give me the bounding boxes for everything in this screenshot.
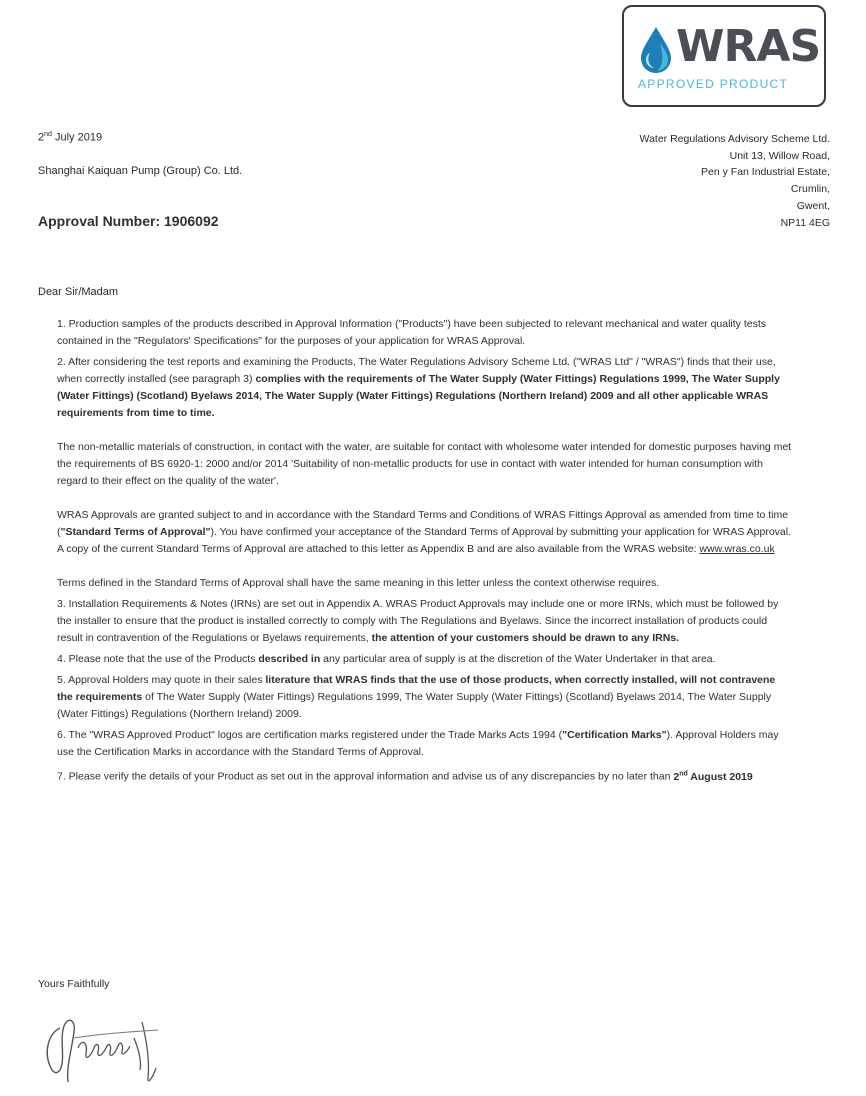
letter-body [57,316,792,786]
handwritten-signature [38,1008,188,1088]
address-line: Unit 13, Willow Road, [729,149,830,162]
paragraph-2: 2. After considering the test reports and examining the Products, The Water Regulations Advisory Scheme Ltd. ("WRAS Ltd" / "WRAS") finds that their use, when correctly installed (see paragraph 3) complies with the requirements of The Water Supply (Water Fittings) Regulations 1999, The Water Supply (Water Fittings) (Scotland) Byelaws 2014, The Water Supply (Water Fittings) Regulations (Northern Ireland) 2009 and all other applicable WRAS requirements from time to time. [57,356,780,419]
paragraph-3: 3. Installation Requirements & Notes (IRNs) are set out in Appendix A. WRAS Product Approvals may include one or more IRNs, which must be followed by the installer to ensure that the product is installed correctly to comply with The Regulations and Byelaws. Since the incorrect installation of products could result in contravention of the Regulations or Byelaws requirements, the attention of your customers should be drawn to any IRNs. [57,598,779,644]
closing: Yours Faithfully [38,978,110,990]
paragraph-1: 1. Production samples of the products described in Approval Information ("Products") have been subjected to relevant mechanical and water quality tests contained in the "Regulators' Specifications" for the purposes of your application for WRAS Approval. [57,318,767,347]
paragraph-materials: The non-metallic materials of construction, in contact with the water, are suitable for contact with wholesome water intended for domestic purposes having met the requirements of BS 6920-1: 2000 and/or 2014 'Suitability of non-metallic products for use in contact with water intended for human consumption with regard to their effect on the quality of the water'. [57,441,792,487]
paragraph-5: 5. Approval Holders may quote in their sales literature that WRAS finds that the use of those products, when correctly installed, will not contravene the requirements of The Water Supply (Water Fittings) Regulations 1999, The Water Supply (Water Fittings) (Scotland) Byelaws 2014, The Water Supply (Water Fittings) Regulations (Northern Ireland) 2009. [57,674,776,720]
logo-wordmark: WRAS [676,21,821,72]
sender-address [640,131,830,231]
paragraph-4: 4. Please note that the use of the Products described in any particular area of supply is at the discretion of the Water Undertaker in that area. [57,653,716,665]
logo-subtitle: APPROVED PRODUCT [638,77,789,91]
recipient-name: Shanghai Kaiquan Pump (Group) Co. Ltd. [38,165,243,177]
wras-website-link[interactable]: www.wras.co.uk [699,543,775,555]
letter-date: 2nd July 2019 [38,131,103,144]
address-line: Pen y Fan Industrial Estate, [701,166,830,179]
approval-number: Approval Number: 1906092 [38,213,219,229]
paragraph-7: 7. Please verify the details of your Product as set out in the approval information and advise us of any discrepancies by no later than 2nd August 2019 [57,770,753,783]
wras-logo [622,5,826,107]
address-line: Water Regulations Advisory Scheme Ltd. [639,133,830,145]
paragraph-definitions: Terms defined in the Standard Terms of Approval shall have the same meaning in this letter unless the context otherwise requires. [57,577,660,589]
address-line: NP11 4EG [780,216,830,229]
address-line: Gwent, [796,199,830,212]
paragraph-6: 6. The "WRAS Approved Product" logos are certification marks registered under the Trade Marks Acts 1994 ("Certification Marks"). Approval Holders may use the Certification Marks in accordance with the Standard Terms of Approval. [57,729,779,758]
water-drop-icon [638,25,674,75]
paragraph-terms: WRAS Approvals are granted subject to and in accordance with the Standard Terms and Conditions of WRAS Fittings Approval as amended from time to time ("Standard Terms of Approval"). You have confirmed your acceptance of the Standard Terms of Approval by submitting your application for WRAS Approval. A copy of the current Standard Terms of Approval are attached to this letter as Appendix B and are also available from the WRAS website: www.wras.co.uk [57,509,792,555]
salutation: Dear Sir/Madam [38,286,119,298]
address-line: Crumlin, [790,183,830,196]
